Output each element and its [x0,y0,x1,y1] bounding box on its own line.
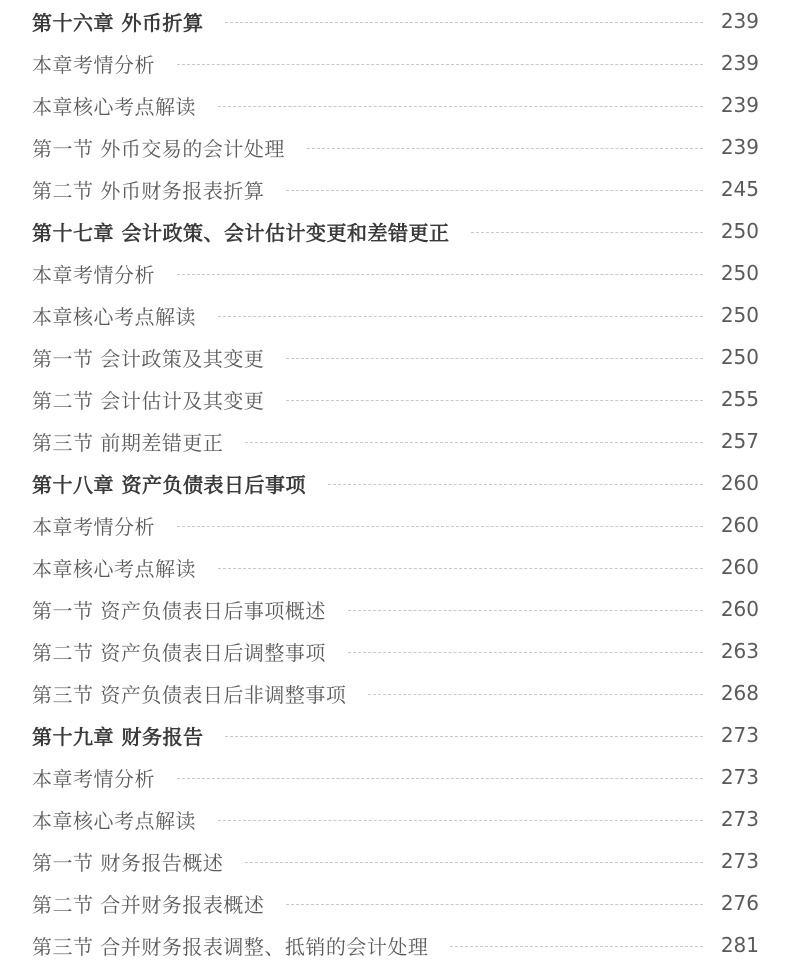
page-number: 273 [720,723,759,747]
dotted-leader [177,778,703,779]
page-number: 250 [720,219,759,243]
dotted-leader [348,652,703,653]
toc-section-row[interactable] [32,882,759,924]
toc-chapter-row[interactable] [32,210,759,252]
section-title: 本章核心考点解读 [32,304,196,329]
toc-section-row[interactable] [32,840,759,882]
page-number: 276 [720,891,759,915]
toc-section-row[interactable] [32,252,759,294]
dotted-leader [177,526,703,527]
page-number: 273 [720,807,759,831]
toc-section-row[interactable] [32,420,759,462]
dotted-leader [286,904,702,905]
dotted-leader [286,400,702,401]
page-number: 260 [720,597,759,621]
dotted-leader [307,148,703,149]
dotted-leader [286,358,702,359]
page-number: 255 [720,387,759,411]
dotted-leader [328,484,703,485]
dotted-leader [177,64,703,65]
section-title: 第一节 财务报告概述 [32,850,224,875]
toc-section-row[interactable] [32,924,759,966]
dotted-leader [218,316,703,317]
section-title: 第三节 前期差错更正 [32,430,224,455]
toc-section-row[interactable] [32,294,759,336]
toc-section-row[interactable] [32,672,759,714]
chapter-title: 第十九章 财务报告 [32,724,204,749]
toc-section-row[interactable] [32,798,759,840]
toc-chapter-row[interactable] [32,462,759,504]
page-number: 273 [720,849,759,873]
page-number: 257 [720,429,759,453]
dotted-leader [225,22,702,23]
dotted-leader [245,442,702,443]
page-number: 239 [720,135,759,159]
toc-section-row[interactable] [32,42,759,84]
section-title: 第二节 合并财务报表概述 [32,892,265,917]
dotted-leader [225,736,702,737]
toc-section-row[interactable] [32,168,759,210]
toc-section-row[interactable] [32,588,759,630]
dotted-leader [245,862,702,863]
page-number: 239 [720,93,759,117]
section-title: 本章考情分析 [32,52,155,77]
section-title: 第三节 资产负债表日后非调整事项 [32,682,347,707]
section-title: 第三节 合并财务报表调整、抵销的会计处理 [32,934,429,959]
section-title: 第一节 资产负债表日后事项概述 [32,598,326,623]
page-number: 239 [720,51,759,75]
section-title: 第二节 会计估计及其变更 [32,388,265,413]
toc-section-row[interactable] [32,378,759,420]
dotted-leader [218,568,703,569]
dotted-leader [450,946,702,947]
page-number: 250 [720,261,759,285]
section-title: 第一节 外币交易的会计处理 [32,136,285,161]
chapter-title: 第十六章 外币折算 [32,10,204,35]
section-title: 本章核心考点解读 [32,808,196,833]
toc-chapter-row[interactable] [32,714,759,756]
page-number: 245 [720,177,759,201]
section-title: 第一节 会计政策及其变更 [32,346,265,371]
chapter-title: 第十七章 会计政策、会计估计变更和差错更正 [32,220,450,245]
dotted-leader [177,274,703,275]
section-title: 本章核心考点解读 [32,94,196,119]
dotted-leader [218,106,703,107]
page-number: 260 [720,471,759,495]
section-title: 本章考情分析 [32,262,155,287]
toc-chapter-row[interactable] [32,0,759,42]
page-number: 263 [720,639,759,663]
page-number: 268 [720,681,759,705]
toc-section-row[interactable] [32,546,759,588]
toc-section-row[interactable] [32,756,759,798]
section-title: 本章核心考点解读 [32,556,196,581]
page-number: 260 [720,513,759,537]
dotted-leader [348,610,703,611]
page-number: 260 [720,555,759,579]
section-title: 第二节 资产负债表日后调整事项 [32,640,326,665]
page-number: 239 [720,9,759,33]
toc-section-row[interactable] [32,630,759,672]
dotted-leader [286,190,702,191]
toc-section-row[interactable] [32,84,759,126]
toc-section-row[interactable] [32,336,759,378]
page-number: 250 [720,345,759,369]
page-number: 281 [720,933,759,957]
chapter-title: 第十八章 资产负债表日后事项 [32,472,306,497]
dotted-leader [218,820,703,821]
dotted-leader [368,694,702,695]
section-title: 第二节 外币财务报表折算 [32,178,265,203]
section-title: 本章考情分析 [32,514,155,539]
section-title: 本章考情分析 [32,766,155,791]
page-number: 250 [720,303,759,327]
dotted-leader [471,232,702,233]
toc-section-row[interactable] [32,126,759,168]
page-number: 273 [720,765,759,789]
toc-section-row[interactable] [32,504,759,546]
